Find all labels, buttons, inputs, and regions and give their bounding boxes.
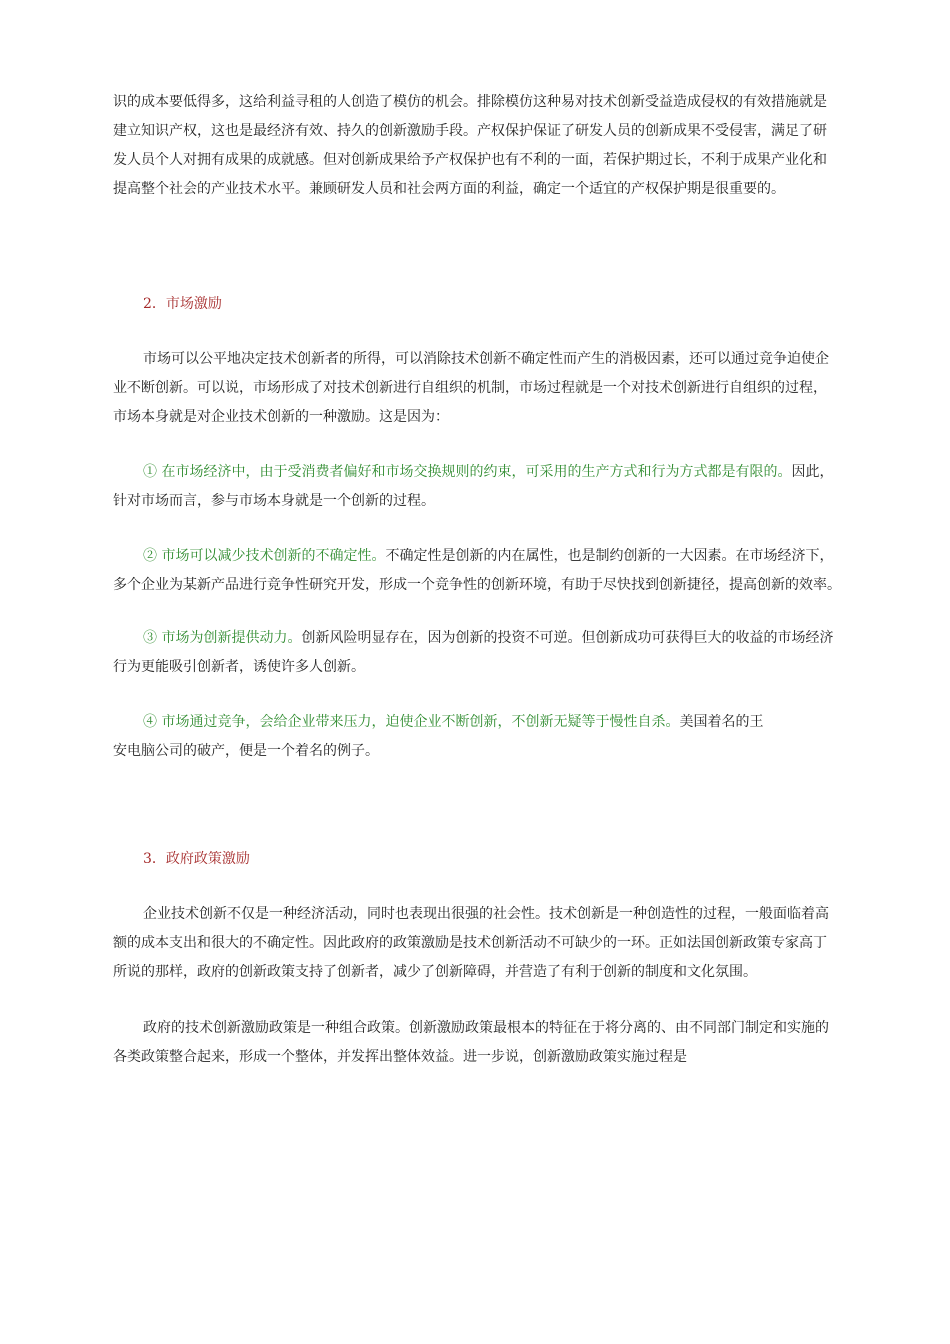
- list-item-1: [113, 458, 875, 516]
- paragraph-policy-1: [113, 900, 875, 987]
- text-line: 建立知识产权，这也是最经济有效、持久的创新激励手段。产权保护保证了研发人员的创新成果不受侵害，满足了研: [113, 123, 827, 139]
- text-line: 业不断创新。可以说，市场形成了对技术创新进行自组织的机制，市场过程就是一个对技术创新进行自组织的过程，: [113, 380, 827, 396]
- text-line: 市场可以公平地决定技术创新者的所得，可以消除技术创新不确定性而产生的消极因素，还可以通过竞争迫使企: [143, 351, 829, 367]
- text-line: 企业技术创新不仅是一种经济活动，同时也表现出很强的社会性。技术创新是一种创造性的过程，一般面临着高: [143, 906, 829, 922]
- section-heading-government-policy: 3．政府政策激励: [143, 851, 250, 867]
- list-item-3: [113, 624, 875, 682]
- item-highlight: 市场为创新提供动力。: [157, 630, 302, 646]
- text-line: [113, 458, 875, 487]
- item-marker: ③: [143, 630, 157, 646]
- item-marker: ①: [143, 464, 157, 480]
- paragraph-market-intro: [113, 345, 875, 432]
- list-item-4: [113, 708, 875, 766]
- text-line: 市场本身就是对企业技术创新的一种激励。这是因为：: [113, 409, 449, 425]
- item-marker: ②: [143, 548, 157, 564]
- text-line: 行为更能吸引创新者，诱使许多人创新。: [113, 659, 365, 675]
- section-heading-market-incentive: 2．市场激励: [143, 296, 222, 312]
- item-text: 因此，: [791, 464, 834, 480]
- text-line: 针对市场而言，参与市场本身就是一个创新的过程。: [113, 493, 435, 509]
- text-line: 各类政策整合起来，形成一个整体，并发挥出整体效益。进一步说，创新激励政策实施过程是: [113, 1049, 687, 1065]
- text-line: 发人员个人对拥有成果的成就感。但对创新成果给予产权保护也有不利的一面，若保护期过长，不利于成果产业化和: [113, 152, 827, 168]
- text-line: 识的成本要低得多，这给利益寻租的人创造了模仿的机会。排除模仿这种易对技术创新受益造成侵权的有效措施就是: [113, 94, 827, 110]
- item-highlight: 市场可以减少技术创新的不确定性。: [157, 548, 386, 564]
- text-line: [113, 708, 875, 737]
- text-line: 政府的技术创新激励政策是一种组合政策。创新激励政策最根本的特征在于将分离的、由不同部门制定和实施的: [143, 1020, 829, 1036]
- paragraph-ip-protection: [113, 88, 875, 204]
- text-line: 安电脑公司的破产，便是一个着名的例子。: [113, 743, 379, 759]
- item-highlight: 在市场经济中，由于受消费者偏好和市场交换规则的约束，可采用的生产方式和行为方式都是有限的。: [157, 464, 792, 480]
- text-line: 所说的那样，政府的创新政策支持了创新者，减少了创新障碍，并营造了有利于创新的制度和文化氛围。: [113, 964, 757, 980]
- text-line: 额的成本支出和很大的不确定性。因此政府的政策激励是技术创新活动不可缺少的一环。正如法国创新政策专家高丁: [113, 935, 827, 951]
- text-line: [113, 624, 875, 653]
- paragraph-policy-2: [113, 1014, 875, 1072]
- item-highlight: 市场通过竞争，会给企业带来压力，迫使企业不断创新，不创新无疑等于慢性自杀。: [157, 714, 680, 730]
- list-item-2: [113, 542, 875, 600]
- text-line: 多个企业为某新产品进行竞争性研究开发，形成一个竞争性的创新环境，有助于尽快找到创新捷径，提高创新的效率。: [113, 577, 841, 593]
- item-text: 创新风险明显存在，因为创新的投资不可逆。但创新成功可获得巨大的收益的市场经济: [301, 630, 834, 646]
- text-line: [113, 542, 875, 571]
- item-marker: ④: [143, 714, 157, 730]
- text-line: 提高整个社会的产业技术水平。兼顾研发人员和社会两方面的利益，确定一个适宜的产权保护期是很重要的。: [113, 181, 785, 197]
- item-text: 不确定性是创新的内在属性，也是制约创新的一大因素。在市场经济下，: [385, 548, 834, 564]
- item-text: 美国着名的王: [679, 714, 764, 730]
